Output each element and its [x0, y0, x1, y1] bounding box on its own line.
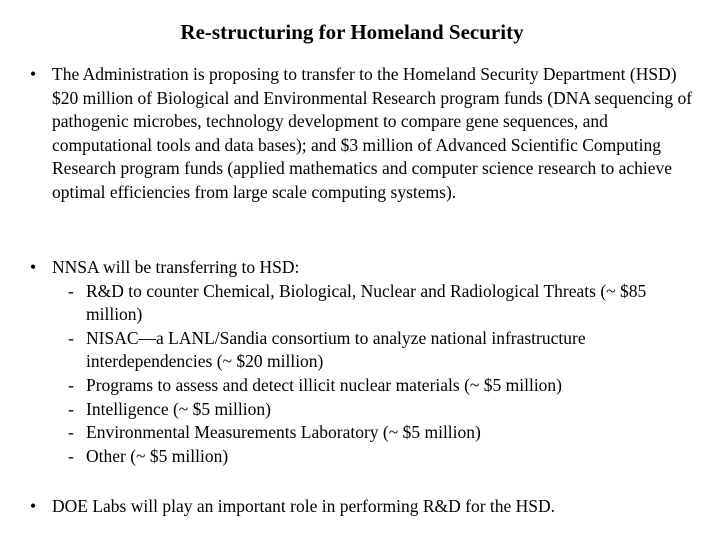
sub-list-item: [68, 445, 700, 469]
slide-title: Re-structuring for Homeland Security: [180, 20, 524, 44]
bullet-text: DOE Labs will play an important role in performing R&D for the HSD.: [52, 496, 556, 516]
sub-list-item: [68, 327, 700, 374]
sub-item-text: R&D to counter Chemical, Biological, Nuclear and Radiological Threats (~ $85 million): [86, 280, 647, 325]
bullet-dot-icon: •: [30, 257, 37, 277]
dash-icon: -: [68, 374, 74, 395]
sub-list-item: [68, 374, 700, 398]
sub-list: [68, 280, 700, 469]
bullet-dot-icon: •: [30, 64, 37, 84]
dash-icon: -: [68, 327, 74, 348]
bullet-text: The Administration is proposing to transfer to the Homeland Security Department (HSD) $20 million of Biological and Environmental Research program funds (DNA sequencing of pathogenic microbes, technology development to compare gene sequences, and computational tools and data bases); and $3 million of Advanced Scientific Computing Research program funds (applied mathematics and computer science research to achieve optimal efficiencies from large scale computing systems).: [52, 64, 693, 202]
sub-list-item: [68, 398, 700, 422]
bullet-item: [30, 63, 700, 205]
sub-item-text: Programs to assess and detect illicit nuclear materials (~ $5 million): [86, 374, 563, 395]
sub-item-text: Environmental Measurements Laboratory (~ $5 million): [86, 422, 481, 443]
sub-list-item: [68, 280, 700, 327]
dash-icon: -: [68, 398, 74, 419]
sub-item-text: Other (~ $5 million): [86, 445, 229, 466]
bullet-item: [30, 256, 700, 468]
dash-icon: -: [68, 445, 74, 466]
bullet-text: NNSA will be transferring to HSD:: [52, 257, 300, 277]
bullet-item: [30, 495, 700, 519]
sub-list-item: [68, 421, 700, 445]
dash-icon: -: [68, 422, 74, 443]
dash-icon: -: [68, 280, 74, 301]
sub-item-text: NISAC—a LANL/Sandia consortium to analyze national infrastructure interdependencies (~ $20 million): [86, 327, 586, 372]
bullet-dot-icon: •: [30, 496, 37, 516]
sub-item-text: Intelligence (~ $5 million): [86, 398, 271, 419]
